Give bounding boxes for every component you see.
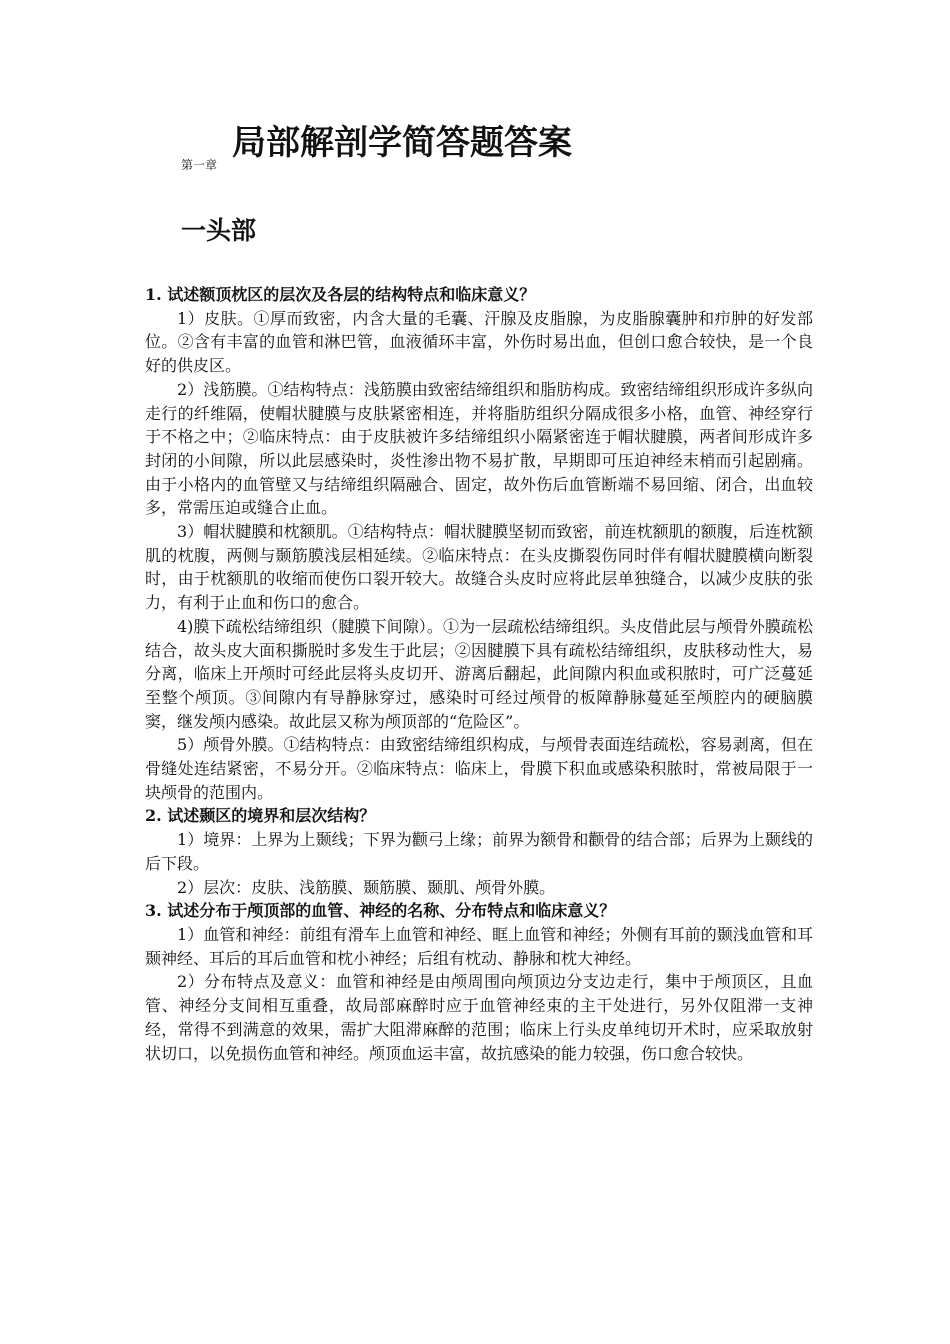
document-body [145,283,813,1065]
question-heading-2: 2. 试述颞区的境界和层次结构？ [145,806,376,826]
answer-paragraph: 1）皮肤。①厚而致密，内含大量的毛囊、汗腺及皮脂腺，为皮脂腺囊肿和疖肿的好发部位。②含有丰富的血管和淋巴管，血液循环丰富，外伤时易出血，但创口愈合较快，是一个良好的供皮区。 [145,308,813,376]
chapter-label: 第一章 [181,158,218,172]
answer-paragraph: 4)膜下疏松结缔组织（腱膜下间隙）。①为一层疏松结缔组织。头皮借此层与颅骨外膜疏松结合，故头皮大面积撕脱时多发生于此层；②因腱膜下具有疏松结缔组织，皮肤移动性大，易分离，临床上开颅时可经此层将头皮切开、游离后翻起，此间隙内积血或积脓时，可广泛蔓延至整个颅顶。③间隙内有导静脉穿过，感染时可经过颅骨的板障静脉蔓延至颅腔内的硬脑膜窦，继发颅内感染。故此层又称为颅顶部的“危险区”。 [145,616,813,731]
answer-paragraph: 2）层次：皮肤、浅筋膜、颞筋膜、颞肌、颅骨外膜。 [177,877,556,897]
answer-paragraph: 2）分布特点及意义：血管和神经是由颅周围向颅顶边分支边走行，集中于颅顶区，且血管、神经分支间相互重叠，故局部麻醉时应于血管神经束的主干处进行，另外仅阻滞一支神经，常得不到满意的效果，需扩大阻滞麻醉的范围；临床上行头皮单纯切开术时，应采取放射状切口，以免损伤血管和神经。颅顶血运丰富，故抗感染的能力较强，伤口愈合较快。 [145,972,813,1063]
question-heading-1: 1. 试述额顶枕区的层次及各层的结构特点和临床意义？ [145,285,536,304]
answer-paragraph: 1）境界：上界为上颞线；下界为颧弓上缘；前界为额骨和颧骨的结合部；后界为上颞线的后下段。 [145,830,813,873]
section-title: 一头部 [181,216,257,245]
answer-paragraph: 1）血管和神经：前组有滑车上血管和神经、眶上血管和神经；外侧有耳前的颞浅血管和耳颞神经、耳后的耳后血管和枕小神经；后组有枕动、静脉和枕大神经。 [145,924,813,968]
question-heading-3: 3. 试述分布于颅顶部的血管、神经的名称、分布特点和临床意义？ [145,901,616,921]
answer-paragraph: 2）浅筋膜。①结构特点：浅筋膜由致密结缔组织和脂肪构成。致密结缔组织形成许多纵向走行的纤维隔，使帽状腱膜与皮肤紧密相连，并将脂肪组织分隔成很多小格，血管、神经穿行于不格之中；②临床特点：由于皮肤被许多结缔组织小隔紧密连于帽状腱膜，两者间形成许多封闭的小间隙，所以此层感染时，炎性渗出物不易扩散，早期即可压迫神经末梢而引起剧痛。由于小格内的血管壁又与结缔组织隔融合、固定，故外伤后血管断端不易回缩、闭合，出血较多，常需压迫或缝合止血。 [145,379,813,518]
answer-paragraph: 3）帽状腱膜和枕额肌。①结构特点：帽状腱膜坚韧而致密，前连枕额肌的额腹，后连枕额肌的枕腹，两侧与颞筋膜浅层相延续。②临床特点：在头皮撕裂伤同时伴有帽状腱膜横向断裂时，由于枕额肌的收缩而使伤口裂开较大。故缝合头皮时应将此层单独缝合，以减少皮肤的张力，有利于止血和伤口的愈合。 [145,522,813,613]
answer-paragraph: 5）颅骨外膜。①结构特点：由致密结缔组织构成，与颅骨表面连结疏松，容易剥离，但在骨缝处连结紧密，不易分开。②临床特点：临床上，骨膜下积血或感染积脓时，常被局限于一块颅骨的范围内。 [145,735,813,802]
page-title: 局部解剖学简答题答案 [232,123,572,163]
